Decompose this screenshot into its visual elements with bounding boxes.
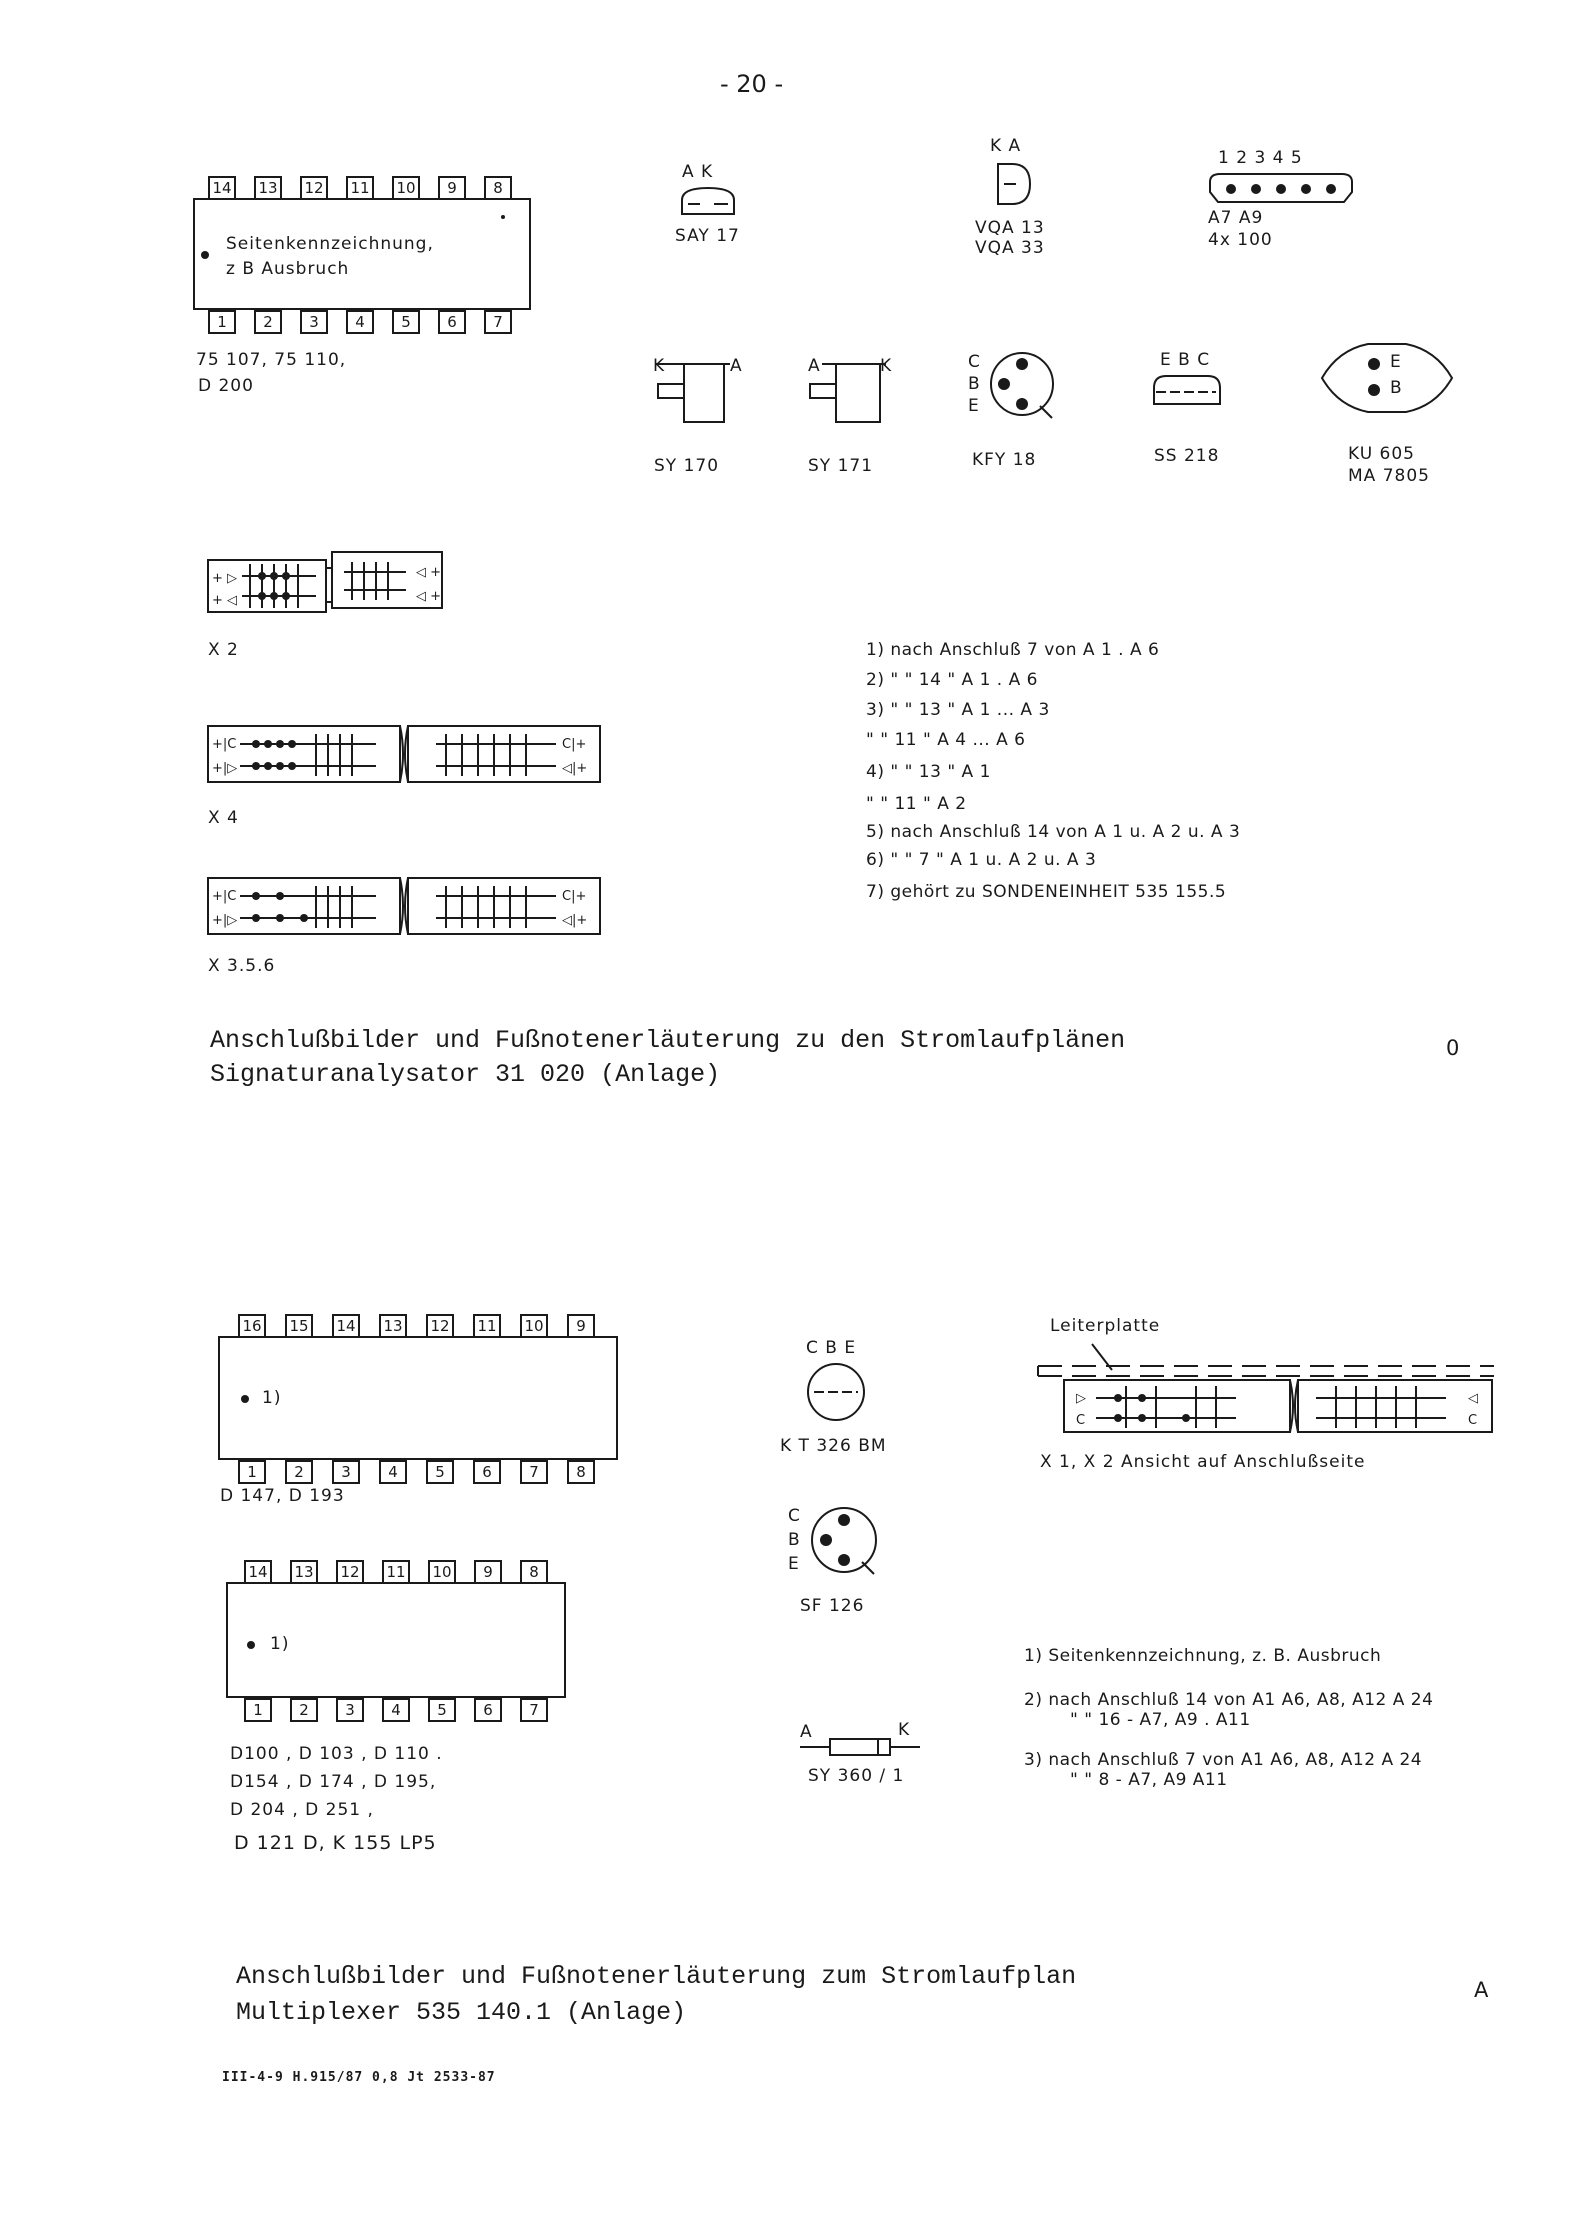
ic-pin: 6 (474, 1698, 502, 1722)
ic-pin: 11 (382, 1560, 410, 1584)
ic-pin: 5 (426, 1460, 454, 1484)
svg-text:+|▷: +|▷ (212, 761, 238, 776)
ic-pin: 1 (208, 310, 236, 334)
ic-pin: 14 (244, 1560, 272, 1584)
footnote-line: 7) gehört zu SONDENEINHEIT 535 155.5 (866, 882, 1227, 902)
svg-text:+|▷: +|▷ (212, 913, 238, 928)
ic-pin: 2 (290, 1698, 318, 1722)
led-bar-label: A7 A9 (1208, 208, 1264, 228)
sy170-k: K (653, 356, 666, 376)
vqa-label: VQA 13 (975, 218, 1045, 238)
ic-pin: 9 (567, 1314, 595, 1338)
ic-body (193, 198, 531, 310)
x356-label: X 3.5.6 (208, 956, 276, 976)
ic-pin: 3 (332, 1460, 360, 1484)
ic-pin: 16 (238, 1314, 266, 1338)
ic-pin: 9 (474, 1560, 502, 1584)
ic-pin: 14 (208, 176, 236, 200)
ic-pin: 9 (438, 176, 466, 200)
to39-package-icon (808, 1504, 884, 1580)
pin1-dot-icon (240, 1394, 250, 1404)
led-bar-package-icon (1206, 172, 1356, 206)
sy360-a: A (800, 1722, 813, 1742)
sy171-a: A (808, 356, 821, 376)
svg-text:+|C: +|C (212, 889, 237, 904)
ic-pin: 10 (428, 1560, 456, 1584)
ic-types-2: D 200 (198, 376, 254, 396)
ic-pin: 4 (379, 1460, 407, 1484)
ic-pin: 2 (285, 1460, 313, 1484)
ss218-pin-labels: E B C (1160, 350, 1211, 370)
ku605-e: E (1390, 352, 1402, 372)
stud-diode-icon (806, 362, 886, 426)
vqa-label-2: VQA 33 (975, 238, 1045, 258)
svg-text:C|+: C|+ (562, 889, 587, 904)
footnote-line: 5) nach Anschluß 14 von A 1 u. A 2 u. A 3 (866, 822, 1241, 842)
footnote-2: 2) nach Anschluß 14 von A1 A6, A8, A12 A 24 (1024, 1690, 1434, 1710)
svg-text:+|C: +|C (212, 737, 237, 752)
ic-pin: 3 (300, 310, 328, 334)
print-code: III-4-9 H.915/87 0,8 Jt 2533-87 (222, 2070, 496, 2085)
ic-pin: 10 (392, 176, 420, 200)
ic14-types: D100 , D 103 , D 110 . (230, 1744, 443, 1764)
ic14-note: 1) (270, 1634, 290, 1654)
to3-package-icon (1318, 340, 1456, 418)
svg-text:C|+: C|+ (562, 737, 587, 752)
ic-types: 75 107, 75 110, (196, 350, 347, 370)
ku605-b: B (1390, 378, 1403, 398)
ic-pin: 11 (346, 176, 374, 200)
sf126-b: B (788, 1530, 801, 1550)
footnote-line: 1) nach Anschluß 7 von A 1 . A 6 (866, 640, 1160, 660)
kt326-pin-labels: C B E (806, 1338, 857, 1358)
footnote-line: " " 11 " A 2 (866, 794, 967, 814)
sy360-label: SY 360 / 1 (808, 1766, 905, 1786)
ic-pin: 2 (254, 310, 282, 334)
sy170-a: A (730, 356, 743, 376)
vqa-pin-labels: K A (990, 136, 1022, 156)
ic-side-note: Seitenkennzeichnung, (226, 234, 434, 254)
svg-text:+ ▷: + ▷ (212, 571, 238, 586)
svg-text:◁|+: ◁|+ (562, 913, 588, 928)
ic-pin: 12 (336, 1560, 364, 1584)
footnote-line: 3) " " 13 " A 1 ... A 3 (866, 700, 1050, 720)
svg-text:C: C (1076, 1413, 1086, 1428)
connector-pcb-icon (1036, 1340, 1496, 1440)
ic-pin: 4 (346, 310, 374, 334)
footnote-line: 2) " " 14 " A 1 . A 6 (866, 670, 1038, 690)
ic14-types-4: D 121 D, K 155 LP5 (234, 1832, 437, 1854)
x4-label: X 4 (208, 808, 239, 828)
led-package-icon (994, 162, 1034, 206)
section2-title: Anschlußbilder und Fußnotenerläuterung zum Stromlaufplan (236, 1962, 1077, 1991)
axial-diode-icon (800, 1736, 920, 1758)
ku605-label-2: MA 7805 (1348, 466, 1430, 486)
to92-package-icon (1150, 374, 1224, 408)
side-mark-0: 0 (1446, 1036, 1460, 1060)
pin1-dot-icon (200, 250, 210, 260)
ic-pin: 14 (332, 1314, 360, 1338)
ic14-types-3: D 204 , D 251 , (230, 1800, 374, 1820)
ic-pin: 1 (244, 1698, 272, 1722)
x1-x2-label: X 1, X 2 Ansicht auf Anschlußseite (1040, 1452, 1366, 1472)
footnote-line: 6) " " 7 " A 1 u. A 2 u. A 3 (866, 850, 1097, 870)
pin1-dot-icon (246, 1640, 256, 1650)
connector-icon (206, 550, 446, 620)
footnote-1: 1) Seitenkennzeichnung, z. B. Ausbruch (1024, 1646, 1382, 1666)
led-bar-label-2: 4x 100 (1208, 230, 1273, 250)
svg-text:+ ◁: + ◁ (212, 593, 238, 608)
ic-pin: 8 (520, 1560, 548, 1584)
svg-text:C: C (1468, 1413, 1478, 1428)
leiterplatte-label: Leiterplatte (1050, 1316, 1161, 1336)
x2-label: X 2 (208, 640, 239, 660)
ic-pin: 7 (484, 310, 512, 334)
ic-pin: 10 (520, 1314, 548, 1338)
kt326-label: K T 326 BM (780, 1436, 887, 1456)
kfy18-e: E (968, 396, 980, 416)
led-bar-pin-labels: 1 2 3 4 5 (1218, 148, 1303, 168)
ic-pin: 11 (473, 1314, 501, 1338)
ic-pin: 1 (238, 1460, 266, 1484)
kfy18-c: C (968, 352, 981, 372)
sf126-label: SF 126 (800, 1596, 865, 1616)
ic-pin: 13 (379, 1314, 407, 1338)
ic-side-note-2: z B Ausbruch (226, 259, 350, 279)
footnote-line: " " 11 " A 4 ... A 6 (866, 730, 1026, 750)
section1-subtitle: Signaturanalysator 31 020 (Anlage) (210, 1060, 721, 1089)
to18-package-icon (988, 350, 1062, 424)
sy170-label: SY 170 (654, 456, 720, 476)
ic-pin: 5 (392, 310, 420, 334)
sf126-e: E (788, 1554, 800, 1574)
ic16-note: 1) (262, 1388, 282, 1408)
stud-diode-icon (654, 362, 730, 426)
svg-text:◁: ◁ (1468, 1391, 1478, 1406)
ic-pin: 12 (300, 176, 328, 200)
side-mark-a: A (1474, 1978, 1489, 2002)
footnote-3: 3) nach Anschluß 7 von A1 A6, A8, A12 A 24 (1024, 1750, 1423, 1770)
svg-text:◁ +: ◁ + (416, 589, 442, 604)
sy171-k: K (880, 356, 893, 376)
say17-pin-labels: A K (682, 162, 714, 182)
svg-text:▷: ▷ (1076, 1391, 1086, 1406)
ic-pin: 6 (438, 310, 466, 334)
diode-package-icon (678, 186, 738, 218)
ic-pin: 7 (520, 1460, 548, 1484)
ic-pin: 13 (290, 1560, 318, 1584)
page-number: - 20 - (720, 70, 784, 98)
sy171-label: SY 171 (808, 456, 874, 476)
svg-text:◁ +: ◁ + (416, 565, 442, 580)
ic-pin: 15 (285, 1314, 313, 1338)
mark-dot-icon (500, 214, 506, 220)
ic-pin: 13 (254, 176, 282, 200)
ic-pin: 7 (520, 1698, 548, 1722)
ku605-label: KU 605 (1348, 444, 1415, 464)
kfy18-label: KFY 18 (972, 450, 1037, 470)
ic-pin: 12 (426, 1314, 454, 1338)
ss218-label: SS 218 (1154, 446, 1220, 466)
section2-subtitle: Multiplexer 535 140.1 (Anlage) (236, 1998, 687, 2027)
connector-icon (206, 872, 602, 942)
svg-text:◁|+: ◁|+ (562, 761, 588, 776)
footnote-3-cont: " " 8 - A7, A9 A11 (1070, 1770, 1228, 1790)
sy360-k: K (898, 1720, 911, 1740)
say17-label: SAY 17 (675, 226, 740, 246)
section1-title: Anschlußbilder und Fußnotenerläuterung zu den Stromlaufplänen (210, 1026, 1126, 1055)
footnote-2-cont: " " 16 - A7, A9 . A11 (1070, 1710, 1251, 1730)
transistor-package-icon (800, 1362, 874, 1424)
ic-pin: 3 (336, 1698, 364, 1722)
ic-pin: 8 (567, 1460, 595, 1484)
ic-pin: 6 (473, 1460, 501, 1484)
footnote-line: 4) " " 13 " A 1 (866, 762, 991, 782)
ic14-types-2: D154 , D 174 , D 195, (230, 1772, 437, 1792)
sf126-c: C (788, 1506, 801, 1526)
ic-pin: 4 (382, 1698, 410, 1722)
ic-pin: 5 (428, 1698, 456, 1722)
connector-icon (206, 720, 602, 790)
ic16-types: D 147, D 193 (220, 1486, 345, 1506)
ic-pin: 8 (484, 176, 512, 200)
kfy18-b: B (968, 374, 981, 394)
